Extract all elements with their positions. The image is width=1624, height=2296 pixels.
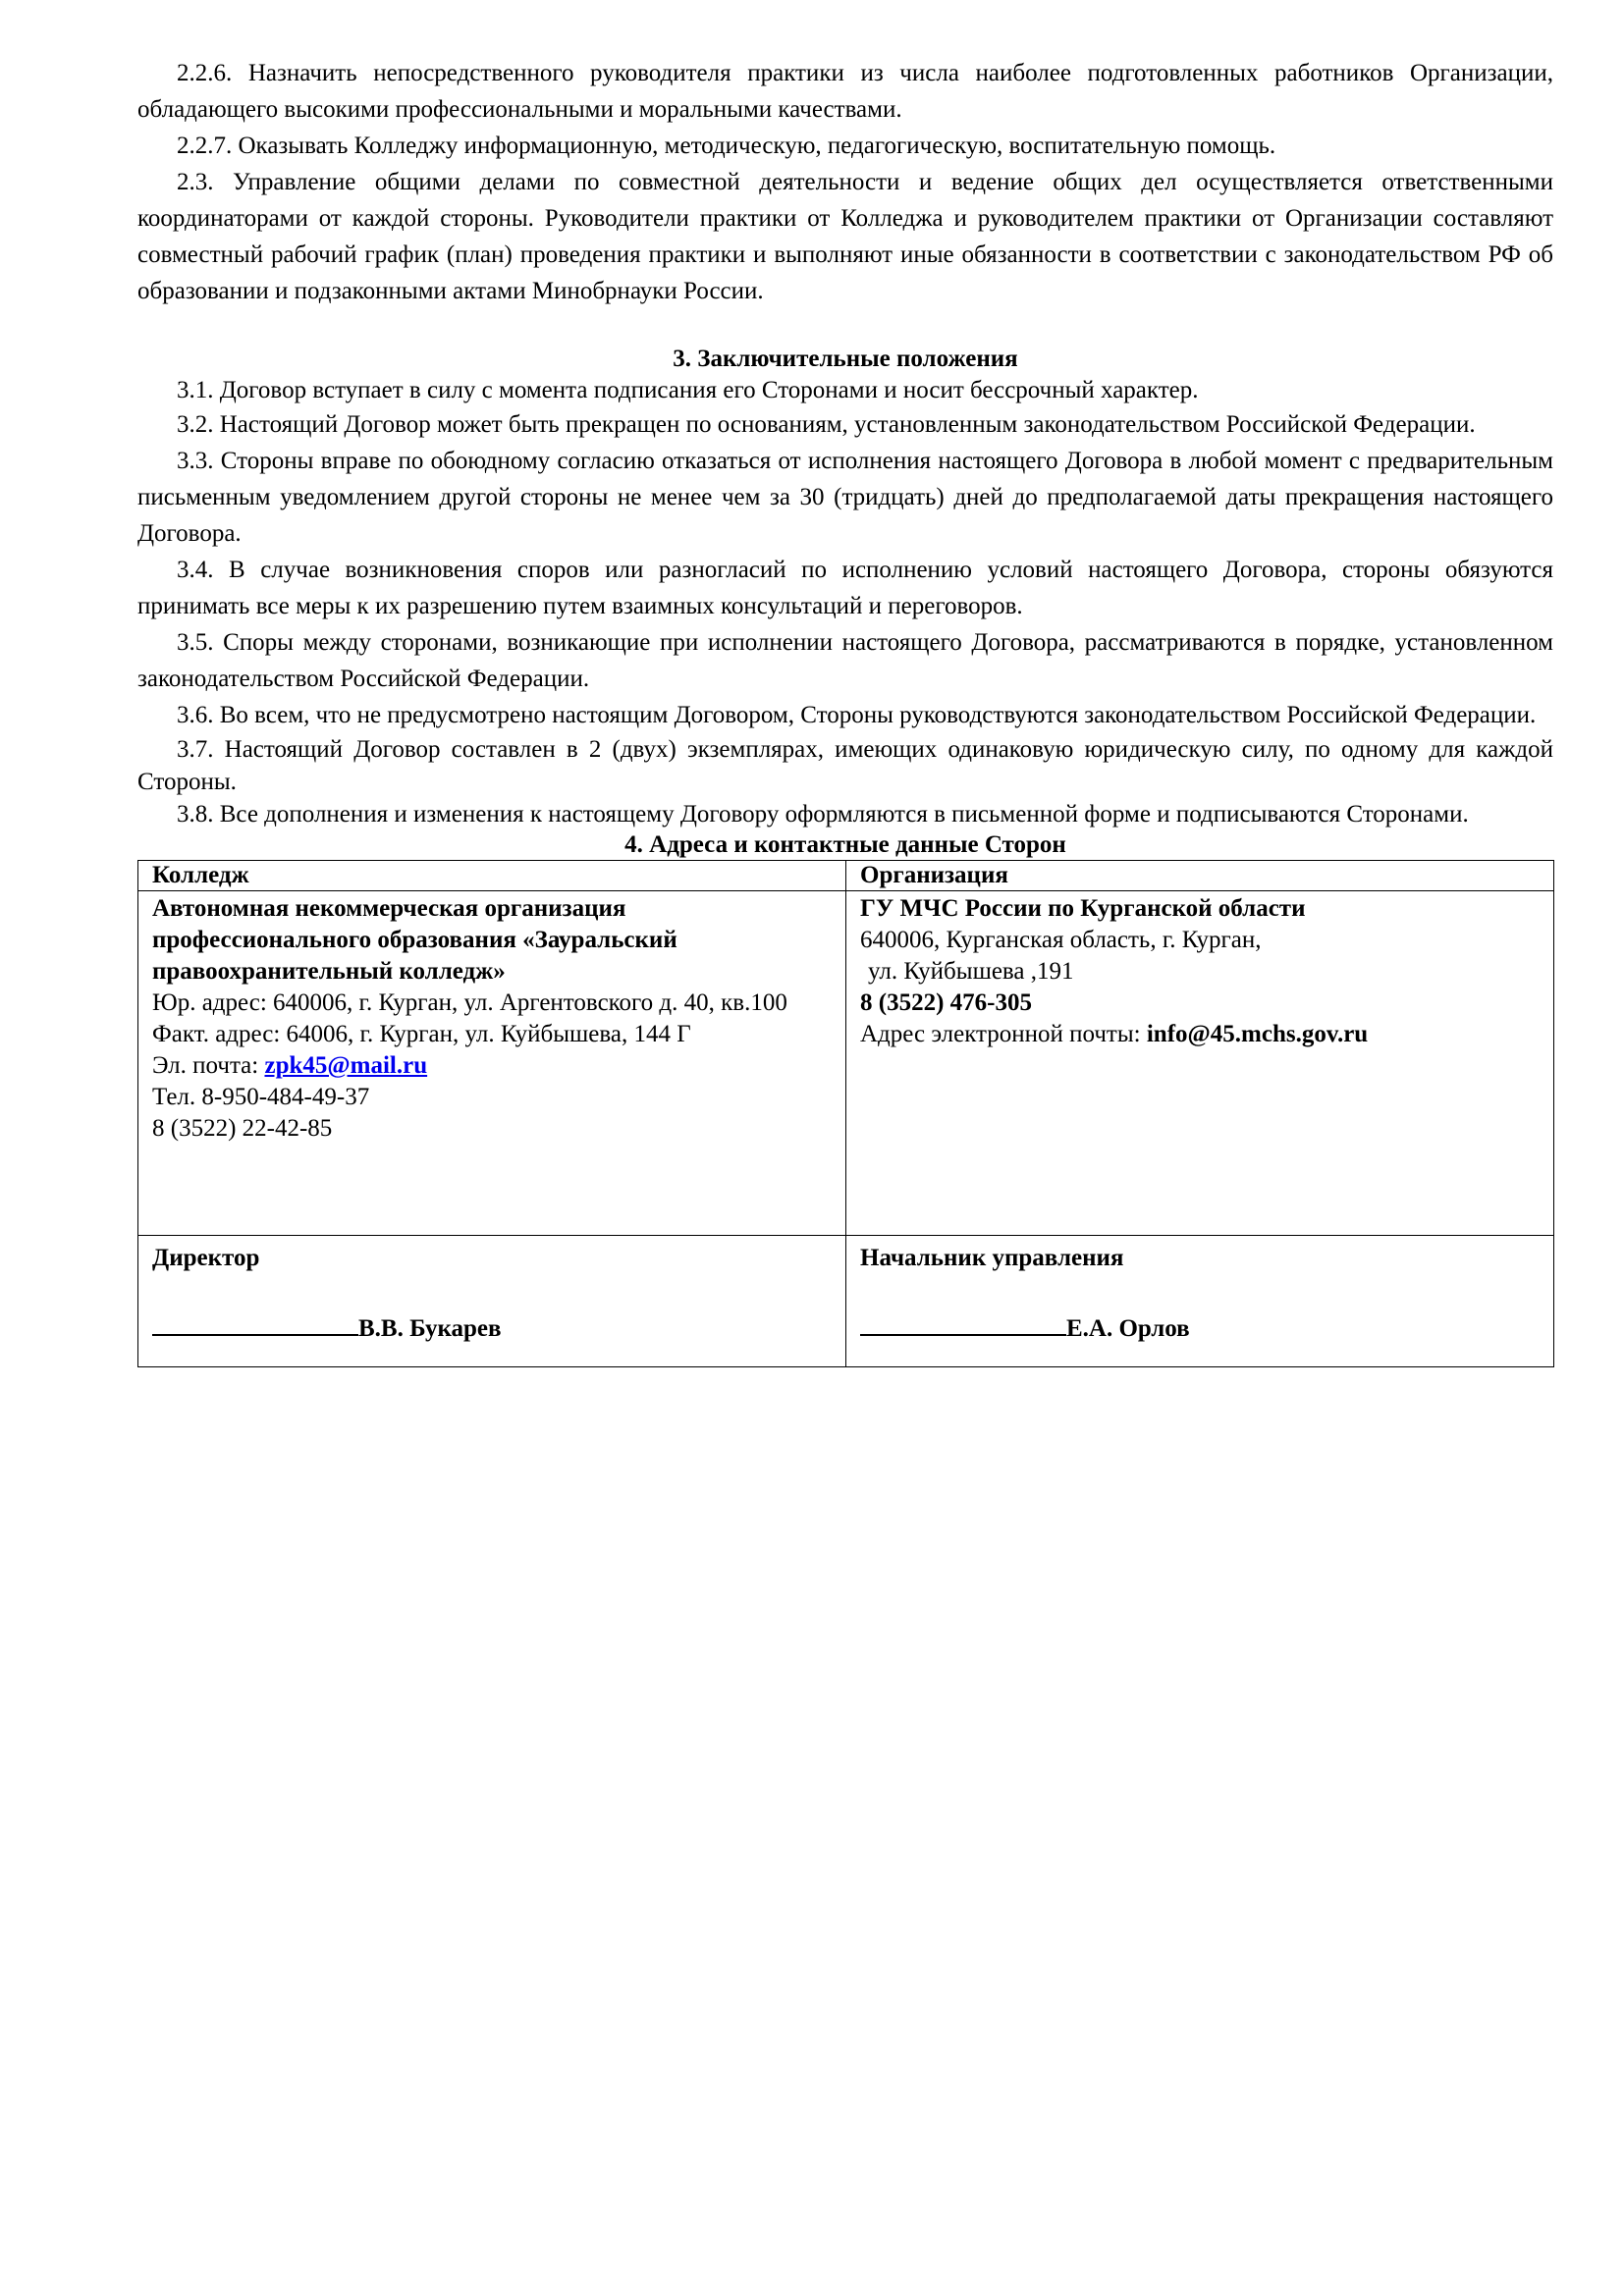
college-name-line-1: Автономная некоммерческая организация: [152, 895, 626, 922]
paragraph-3-4: 3.4. В случае возникновения споров или разногласий по исполнению условий настоящего Договора, стороны обязуются принимать все меры к их разрешению путем взаимных консультаций и переговоров.: [137, 557, 1553, 619]
college-name-line-3: правоохранительный колледж»: [152, 958, 506, 985]
section-4-title: 4. Адреса и контактные данные Сторон: [624, 831, 1066, 858]
college-actual-address: Факт. адрес: 64006, г. Курган, ул. Куйбышева, 144 Г: [152, 1021, 691, 1047]
organization-info-cell: [846, 891, 1554, 1236]
college-signature-line: [152, 1308, 832, 1344]
paragraph-3-6: 3.6. Во всем, что не предусмотрено настоящим Договором, Стороны руководствуются законодательством Российской Федерации.: [177, 702, 1537, 728]
contacts-info-row: [138, 891, 1554, 1236]
organization-email: info@45.mchs.gov.ru: [1146, 1021, 1369, 1047]
document-body: [137, 55, 1553, 1367]
organization-header: Организация: [846, 861, 1554, 891]
paragraph-2-2-6: 2.2.6. Назначить непосредственного руководителя практики из числа наиболее подготовленных работников Организации, обладающего высокими профессиональными и моральными качествами.: [137, 60, 1553, 123]
college-signature-cell: [138, 1236, 846, 1367]
college-email-label: Эл. почта:: [152, 1052, 265, 1079]
contacts-header-row: [138, 861, 1554, 891]
paragraph-2-2-7: 2.2.7. Оказывать Колледжу информационную, методическую, педагогическую, воспитательную помощь.: [177, 133, 1276, 159]
paragraph-3-2: 3.2. Настоящий Договор может быть прекращен по основаниям, установленным законодательством Российской Федерации.: [177, 411, 1476, 438]
paragraph-3-7: 3.7. Настоящий Договор составлен в 2 (двух) экземплярах, имеющих одинаковую юридическую силу, по одному для каждой Стороны.: [137, 736, 1553, 795]
college-info-cell: [138, 891, 846, 1236]
paragraph-3-5: 3.5. Споры между сторонами, возникающие при исполнении настоящего Договора, рассматриваются в порядке, установленном законодательством Российской Федерации.: [137, 629, 1553, 692]
contacts-table: [137, 860, 1554, 1367]
organization-signature-line: [860, 1308, 1540, 1344]
organization-email-row: [860, 1019, 1540, 1050]
section-3-title: 3. Заключительные положения: [673, 346, 1018, 372]
paragraph-2-3: 2.3. Управление общими делами по совместной деятельности и ведение общих дел осуществляется ответственными координаторами от каждой стороны. Руководители практики от Колледжа и руководителем практики от Организации составляют совместный рабочий график (план) проведения практики и выполняют иные обязанности в соответствии с законодательством РФ об образовании и подзаконными актами Минобрнауки России.: [137, 169, 1553, 304]
organization-name: ГУ МЧС России по Курганской области: [860, 895, 1306, 922]
college-phone-2: 8 (3522) 22-42-85: [152, 1115, 333, 1142]
college-email-row: [152, 1050, 832, 1082]
organization-signature-cell: [846, 1236, 1554, 1367]
paragraph-3-3: 3.3. Стороны вправе по обоюдному согласию отказаться от исполнения настоящего Договора в любой момент с предварительным письменным уведомлением другой стороны не менее чем за 30 (тридцать) дней до предполагаемой даты прекращения настоящего Договора.: [137, 448, 1553, 547]
paragraph-3-1: 3.1. Договор вступает в силу с момента подписания его Сторонами и носит бессрочный характер.: [177, 377, 1199, 403]
college-name-line-2: профессионального образования «Зауральский: [152, 927, 677, 953]
contacts-signature-row: [138, 1236, 1554, 1367]
college-phone-1: Тел. 8-950-484-49-37: [152, 1084, 370, 1110]
college-signer-name: В.В. Букарев: [358, 1315, 502, 1342]
college-header: Колледж: [138, 861, 846, 891]
college-legal-address: Юр. адрес: 640006, г. Курган, ул. Аргентовского д. 40, кв.100: [152, 989, 787, 1016]
organization-phone: 8 (3522) 476-305: [860, 989, 1032, 1016]
signature-blank: [860, 1308, 1066, 1336]
college-email-link[interactable]: zpk45@mail.ru: [264, 1052, 428, 1079]
paragraph-3-8: 3.8. Все дополнения и изменения к настоящему Договору оформляются в письменной форме и подписываются Сторонами.: [177, 801, 1469, 828]
organization-signer-name: Е.А. Орлов: [1066, 1315, 1190, 1342]
section-spacer: [137, 309, 1553, 345]
college-signer-title: Директор: [152, 1245, 260, 1271]
organization-signer-title: Начальник управления: [860, 1245, 1124, 1271]
organization-address-line-2: ул. Куйбышева ,191: [868, 958, 1074, 985]
signature-blank: [152, 1308, 358, 1336]
organization-address-line-1: 640006, Курганская область, г. Курган,: [860, 927, 1262, 953]
organization-email-label: Адрес электронной почты:: [860, 1021, 1147, 1047]
